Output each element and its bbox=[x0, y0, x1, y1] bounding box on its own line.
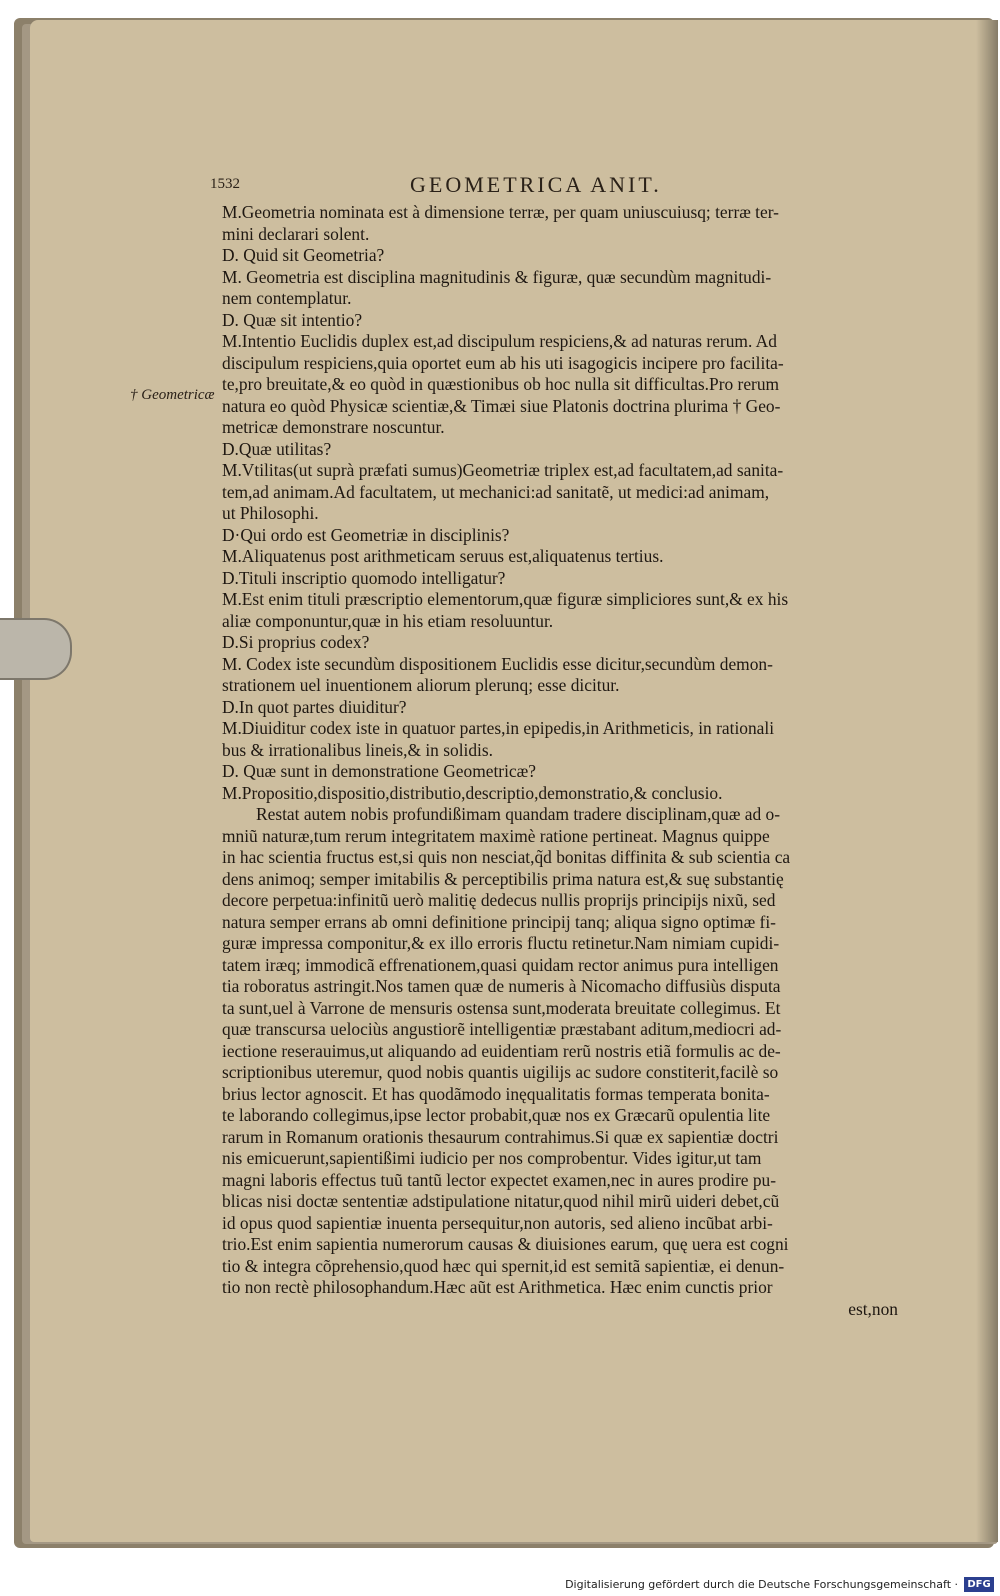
catchword: est,non bbox=[848, 1298, 898, 1319]
paragraph-line: id opus quod sapientiæ inuenta persequitur,non autoris, sed alieno incũbat arbi- bbox=[222, 1212, 773, 1233]
page-number: 1532 bbox=[210, 176, 240, 192]
text-line: aliæ componuntur,quæ in his etiam resoluuntur. bbox=[222, 610, 554, 631]
text-line: M.Aliquatenus post arithmeticam seruus est,aliquatenus tertius. bbox=[222, 546, 664, 566]
paragraph-line: ta sunt,uel à Varrone de mensuris ostensa sunt,moderata breuitate collegimus. Et bbox=[222, 997, 781, 1018]
text-line: M. Codex iste secundùm dispositionem Euclidis esse dicitur,secundùm demon- bbox=[222, 653, 773, 674]
paragraph-line: in hac scientia fructus est,si quis non nesciat,q̃d bonitas diffinita & sub scientia ca bbox=[222, 847, 791, 867]
text-line: strationem uel inuentionem aliorum plerunq; esse dicitur. bbox=[222, 675, 620, 695]
paragraph-line: quæ transcursa uelociùs angustiorẽ intelligentiæ præstabant aditum,mediocri ad- bbox=[222, 1019, 782, 1039]
paragraph-line: rarum in Romanum orationis thesaurum contrahimus.Si quæ ex sapientiæ doctri bbox=[222, 1126, 779, 1147]
paragraph-line: iectione reserauimus,ut aliquando ad euidentiam rerũ nostris etiã formulis ac de- bbox=[222, 1040, 781, 1061]
paragraph-line: trio.Est enim sapientia numerorum causas & diuisiones earum, quę uera est cogni bbox=[222, 1234, 789, 1254]
paragraph-line: tia roboratus astringit.Nos tamen quæ de numeris à Nicomacho diffusiùs disputa bbox=[222, 976, 781, 996]
paragraph-line: guræ impressa componitur,& ex illo erroris fluctu retinetur.Nam nimiam cupidi- bbox=[222, 933, 780, 953]
text-line: M.Diuiditur codex iste in quatuor partes,in epipedis,in Arithmeticis, in rationali bbox=[222, 718, 775, 738]
paragraph-line: dens animoq; semper imitabilis & perceptibilis prima natura est,& suę substantię bbox=[222, 868, 784, 889]
paragraph-line: Restat autem nobis profundißimam quandam tradere disciplinam,quæ ad o- bbox=[256, 804, 781, 824]
paragraph-line: tio non rectè philosophandum.Hæc aũt est Arithmetica. Hæc enim cunctis prior bbox=[222, 1277, 773, 1297]
page-gutter-shadow bbox=[976, 20, 998, 1542]
text-line: D.Tituli inscriptio quomodo intelligatur? bbox=[222, 567, 506, 588]
paragraph-line: tio & integra cõprehensio,quod hæc qui spernit,id est semitã sapientiæ, ei denun- bbox=[222, 1255, 785, 1276]
text-line: D.Quæ utilitas? bbox=[222, 438, 332, 459]
paragraph-line: magni laboris effectus tuũ tantũ lector expectet examen,nec in aures prodire pu- bbox=[222, 1169, 777, 1190]
text-line: ut Philosophi. bbox=[222, 503, 319, 523]
paragraph-line: brius lector agnoscit. Et has quodãmodo inęqualitatis formas temperata bonita- bbox=[222, 1083, 770, 1104]
text-line: nem contemplatur. bbox=[222, 288, 352, 308]
text-line: M.Intentio Euclidis duplex est,ad discipulum respiciens,& ad naturas rerum. Ad bbox=[222, 331, 777, 351]
paragraph-line: mniũ naturæ,tum rerum integritatem maximè ratione pertineat. Magnus quippe bbox=[222, 825, 770, 846]
text-line: discipulum respiciens,quia oportet eum ab his uti isagogicis incipere pro facilita- bbox=[222, 352, 784, 373]
text-line: metricæ demonstrare noscuntur. bbox=[222, 417, 445, 437]
paragraph-line: scriptionibus uteremur, quod nobis quantis uigilijs ac sudore constiterit,facilè so bbox=[222, 1062, 779, 1082]
text-line: M.Geometria nominata est à dimensione terræ, per quam uniuscuiusq; terræ ter- bbox=[222, 202, 779, 222]
running-head: GEOMETRICA ANIT. bbox=[410, 172, 662, 197]
page-header bbox=[210, 172, 900, 202]
paragraph-line: decore perpetua:infinitũ uerò malitię dedecus nullis proprijs principijs nixũ, sed bbox=[222, 890, 776, 910]
bookmark-clip bbox=[0, 618, 72, 680]
text-line: mini declarari solent. bbox=[222, 223, 370, 244]
text-line: bus & irrationalibus lineis,& in solidis. bbox=[222, 739, 493, 760]
text-line: te,pro breuitate,& eo quòd in quæstionibus ob hoc nulla sit difficultas.Pro rerum bbox=[222, 374, 780, 394]
paragraph-line: te laborando collegimus,ipse lector probabit,quæ nos ex Græcarũ opulentia lite bbox=[222, 1105, 771, 1125]
footer-credit: Digitalisierung gefördert durch die Deutsche Forschungsgemeinschaft · bbox=[565, 1578, 958, 1591]
paragraph-line: tatem iræq; immodicã effrenationem,quasi quidam rector animus pura intelligen bbox=[222, 954, 779, 975]
text-line: D. Quæ sunt in demonstratione Geometricæ? bbox=[222, 761, 536, 781]
text-line: M.Propositio,dispositio,distributio,descriptio,demonstratio,& conclusio. bbox=[222, 782, 723, 803]
text-line: D. Quæ sit intentio? bbox=[222, 309, 363, 330]
text-line: D. Quid sit Geometria? bbox=[222, 245, 385, 265]
paragraph-line: natura semper errans ab omni definitione principij tanq; aliqua signo optimæ fi- bbox=[222, 911, 776, 932]
text-line: D.In quot partes diuiditur? bbox=[222, 696, 407, 717]
text-line: M. Geometria est disciplina magnitudinis & figuræ, quæ secundùm magnitudi- bbox=[222, 266, 772, 287]
text-line: tem,ad animam.Ad facultatem, ut mechanici:ad sanitatẽ, ut medici:ad animam, bbox=[222, 481, 770, 502]
text-line: D.Si proprius codex? bbox=[222, 632, 370, 652]
text-line: D·Qui ordo est Geometriæ in disciplinis? bbox=[222, 524, 510, 545]
paragraph-line: nis emicuerunt,sapientißimi iudicio per nos comprobentur. Vides igitur,ut tam bbox=[222, 1148, 762, 1168]
paragraph-line: blicas nisi doctæ sententiæ adstipulatione nitatur,quod nihil mirũ uideri debet,cũ bbox=[222, 1191, 780, 1211]
text-line: M.Est enim tituli præscriptio elementorum,quæ figuræ simpliciores sunt,& ex his bbox=[222, 589, 789, 609]
text-block bbox=[222, 202, 898, 1320]
margin-note: † Geometricæ bbox=[130, 387, 215, 403]
dfg-logo: DFG bbox=[964, 1577, 994, 1592]
footer-bar bbox=[0, 1574, 1000, 1596]
text-line: M.Vtilitas(ut suprà præfati sumus)Geometriæ triplex est,ad facultatem,ad sanita- bbox=[222, 460, 784, 480]
text-line: natura eo quòd Physicæ scientiæ,& Timæi siue Platonis doctrina plurima † Geo- bbox=[222, 395, 781, 416]
